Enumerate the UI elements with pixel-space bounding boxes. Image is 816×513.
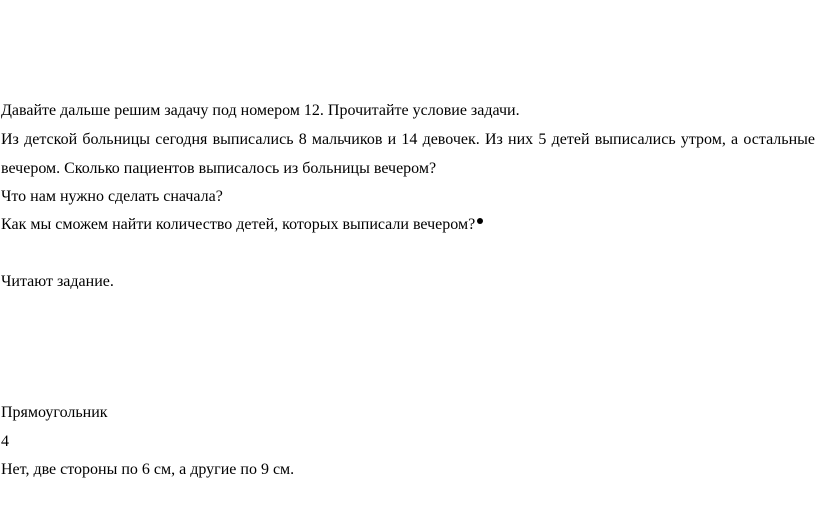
answer-number: 4 — [1, 433, 9, 450]
question-first-step: Что нам нужно сделать сначала? — [1, 188, 223, 205]
question-evening-count-wrapper — [1, 215, 483, 235]
question-evening-count: Как мы сможем найти количество детей, которых выписали вечером? — [1, 216, 476, 233]
instruction-line: Давайте дальше решим задачу под номером 12. Прочитайте условие задачи. — [1, 102, 520, 119]
answer-sides: Нет, две стороны по 6 см, а другие по 9 см. — [1, 461, 295, 478]
student-action-note: Читают задание. — [1, 273, 114, 290]
task-text-line-2: вечером. Сколько пациентов выписалось из больницы вечером? — [1, 160, 437, 177]
bullet-dot-icon — [477, 218, 483, 224]
answer-rectangle: Прямоугольник — [1, 404, 108, 421]
task-text-line-1: Из детской больницы сегодня выписались 8 мальчиков и 14 девочек. Из них 5 детей выписались утром, а остальные — [1, 131, 815, 148]
